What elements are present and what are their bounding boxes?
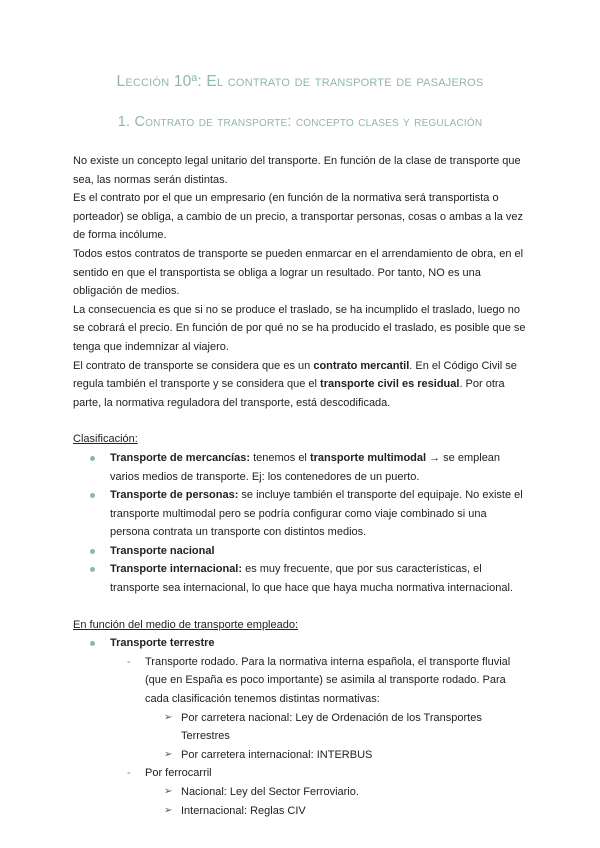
item-bold: Transporte de personas: [110,489,239,502]
mercantil-paragraph [73,357,528,413]
clasificacion-list [73,449,528,598]
document-body [73,152,528,820]
intro-paragraph-1: No existe un concepto legal unitario del transporte. En función de la clase de transporte que sea, las normas serán distintas. [73,155,521,186]
item-text: se incluye también el transporte del equipaje. No existe el transporte multimodal pero se podría configurar como viaje combinado si una persona contrata un transporte con distintos medios. [110,489,523,539]
mercantil-text-2: . En el Código Civil se regula también el transporte y se considera que el [73,359,517,391]
ferrocarril-sublist [73,764,528,783]
intro-paragraph-3: Todos estos contratos de transporte se pueden enmarcar en el arrendamiento de obra, en el sentido en que el transportista se obliga a lograr un resultado. Por tanto, NO es una obligación de medios. [73,247,524,298]
list-item: ➢ Internacional: Reglas CIV [73,802,528,821]
clasificacion-heading: Clasificación: [73,433,138,446]
list-item: ➢ Nacional: Ley del Sector Ferroviario. [73,783,528,802]
list-item: - Por ferrocarril [73,764,528,783]
list-item [73,542,528,561]
item-text-2: → se emplean varios medios de transporte. Ej: los contenedores de un puerto. [110,451,501,483]
item-text: tenemos el [250,451,310,464]
intro-paragraph-2: Es el contrato por el que un empresario (en función de la normativa será transportista o porteador) se obliga, a cambio de un precio, a transportar personas, cosas o ambas a la vez de forma incólume. [73,192,524,242]
medio-heading: En función del medio de transporte empleado: [73,618,299,631]
list-item: ➢ Por carretera internacional: INTERBUS [73,746,528,765]
mercantil-bold-1: contrato mercantil [313,359,410,372]
mercantil-text-1: El contrato de transporte se considera que es un [73,359,314,372]
intro-paragraph-4: La consecuencia es que si no se produce el traslado, se ha incumplido el traslado, luego no se cobrará el precio. En función de por qué no se ha producido el traslado, es posible que se tenga que indemnizar al viajero. [73,303,526,353]
section-title: 1. Contrato de transporte: concepto clases y regulación [117,114,483,130]
list-item [73,449,528,486]
item-bold: Transporte internacional: [110,563,243,576]
medio-list [73,634,528,653]
rodado-sublist [73,709,528,765]
ferrocarril-items [73,783,528,820]
terrestre-sublist [73,653,528,709]
list-item [73,486,528,542]
list-item: - Transporte rodado. Para la normativa interna española, el transporte fluvial (que en España es poco importante) se asimila al transporte rodado. Para cada clasificación tenemos distintas normativas: [73,653,528,709]
item-bold: Transporte nacional [110,544,215,557]
item-bold: Transporte de mercancías: [110,451,251,464]
mercantil-text-3: . Por otra parte, la normativa reguladora del transporte, está descodificada. [73,378,505,409]
lesson-title: Lección 10ª: El contrato de transporte de pasajeros [116,73,484,90]
mercantil-bold-2: transporte civil es residual [320,378,460,391]
item-text: es muy frecuente, que por sus características, el transporte sea internacional, lo que hace que haya mucha normativa internacional. [110,563,513,595]
list-item: ➢ Por carretera nacional: Ley de Ordenación de los Transportes Terrestres [73,709,528,746]
terrestre-label: Transporte terrestre [110,637,215,650]
item-bold-2: transporte multimodal [309,451,427,464]
list-item [73,634,528,653]
list-item [73,560,528,597]
